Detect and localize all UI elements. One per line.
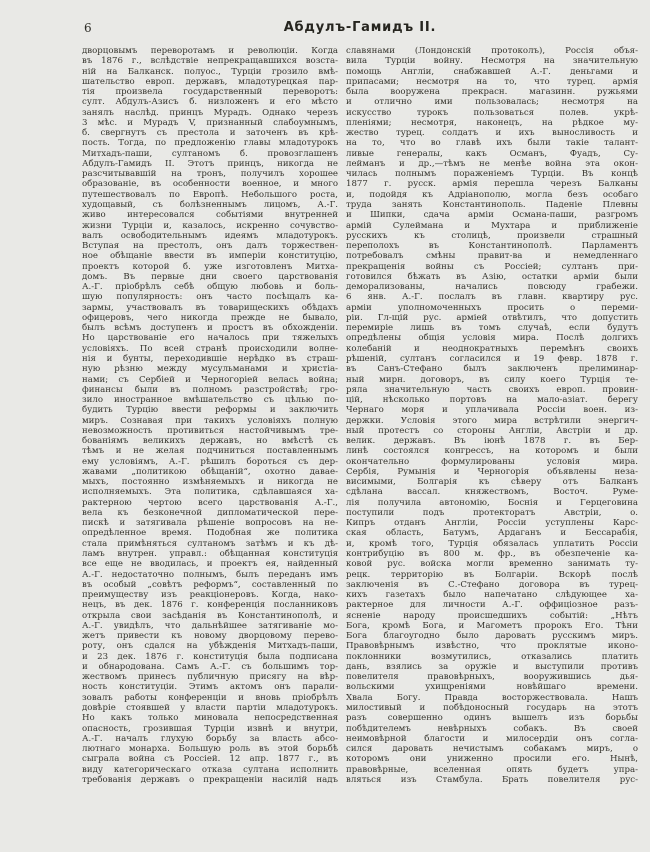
- text-line: А.-Г. пріобрѣлъ себѣ общую любовь и боль-: [82, 282, 338, 293]
- text-line: деморализованы, начались повсюду грабежи.: [346, 282, 638, 293]
- text-line: домъ. Въ первые дни своего царствованія: [82, 271, 338, 282]
- text-line: труда занять Константинополь. Паденіе Плевны: [346, 199, 638, 210]
- text-line: жетъ привести къ новому дворцовому перево-: [82, 631, 338, 642]
- text-line: арміи уполномоченныхъ просить о переми-: [346, 302, 638, 313]
- text-line: образованіе, въ особенности военное, и много: [82, 179, 338, 190]
- text-line: валъ освободительнымъ идеямъ младотурокъ.: [82, 230, 338, 241]
- text-line: ряла значительную часть своихъ европ. провин-: [346, 384, 638, 395]
- text-line: рактерною чертою всего царствованія А.-Г.,: [82, 497, 338, 508]
- text-line: сдѣлана вассал. княжествомъ, Восточ. Руме-: [346, 487, 638, 498]
- text-line: припасами; несмотря на то, что турец. армія: [346, 76, 638, 87]
- text-line: тѣмъ и не желая подчиниться поставленнымъ: [82, 446, 338, 457]
- text-line: шательство европ. державъ, младотурецкая пар-: [82, 76, 338, 87]
- text-line: открыла свои засѣданія въ Константинополѣ, и: [82, 610, 338, 621]
- text-line: б. свергнутъ съ престола и заточенъ въ крѣ-: [82, 128, 338, 139]
- text-line: зармы, участвовалъ въ товарищескихъ обѣдахъ: [82, 302, 338, 313]
- text-line: сыграла война съ Россіей. 12 апр. 1877 г., въ: [82, 754, 338, 765]
- text-line: перемиріе лишь въ томъ случаѣ, если будутъ: [346, 323, 638, 334]
- text-line: исполняемыхъ. Эта политика, сдѣлавшаяся ха-: [82, 487, 338, 498]
- text-line: Кипръ отданъ Англіи, Россіи уступлены Карс-: [346, 518, 638, 529]
- text-line: и Шипки, сдача арміи Османа-паши, разгромъ: [346, 210, 638, 221]
- text-line: поступили подъ протекторатъ Австріи, о.: [346, 507, 638, 518]
- text-line: преимуществу изъ реакціонеровъ. Когда, нако-: [82, 590, 338, 601]
- text-line: ковой рус. войска могли временно занимать ту-: [346, 559, 638, 570]
- text-line: держки. Условія этого мира встрѣтили энергич-: [346, 415, 638, 426]
- text-line: была вооружена прекрасн. магазинн. ружьями: [346, 87, 638, 98]
- text-line: рактерное для личности А.-Г. оффиціозное разъ-: [346, 600, 638, 611]
- text-line: ный протестъ со стороны Англіи, Австріи и др.: [346, 425, 638, 436]
- text-line: и, подойдя къ Адріанополю, могла безъ особаго: [346, 189, 638, 200]
- text-line: ріи. Гл-щій рус. арміей отвѣтилъ, что допустить: [346, 312, 638, 323]
- text-line: ливые генералы, какъ Османъ, Фуадъ, Су-: [346, 148, 638, 159]
- text-line: 3 мѣс. и Мурадъ V, признанный слабоумнымъ,: [82, 117, 338, 128]
- text-line: неимовѣрной благости и милосердіи онъ согла-: [346, 733, 638, 744]
- text-line: жествомъ принесъ публичную присягу на вѣр-: [82, 672, 338, 683]
- text-line: Хвала Богу. Правда восторжествовала. Нашъ: [346, 692, 638, 703]
- text-line: ный мирн. договоръ, въ силу коего Турція те-: [346, 374, 638, 385]
- text-line: Митхадъ-паши, султаномъ б. провозглашенъ: [82, 148, 338, 159]
- text-line: сился даровать нечистымъ собакамъ миръ, о: [346, 744, 638, 755]
- text-line: помощь Англіи, снабжавшей А.-Г. деньгами и: [346, 66, 638, 77]
- text-line: чилась полнымъ пораженіемъ Турціи. Въ концѣ: [346, 169, 638, 180]
- text-line: контрибуцію въ 800 м. фр., въ обезпеченіе ка-: [346, 549, 638, 560]
- text-line: былъ всѣмъ доступенъ и простъ въ обхожденіи.: [82, 323, 338, 334]
- text-line: роту, онъ сдался на убѣжденія Митхадъ-паши,: [82, 641, 338, 652]
- text-line: путешествовалъ по Европѣ. Небольшого роста,: [82, 189, 338, 200]
- text-line: проектъ которой б. уже изготовленъ Митха-: [82, 261, 338, 272]
- text-line: линѣ состоялся конгрессъ, на которомъ и были: [346, 446, 638, 457]
- text-line: виду категорическаго отказа султана исполнить: [82, 764, 338, 775]
- text-line: переполохъ въ Константинополѣ. Парламентъ: [346, 241, 638, 252]
- text-line: бованіямъ великихъ державъ, но вмѣстѣ съ: [82, 436, 338, 447]
- text-line: 1877 г. русск. армія перешла черезъ Балканы: [346, 179, 638, 190]
- text-line: живо интересовался событіями внутренней: [82, 210, 338, 221]
- text-line: Вступая на престолъ, онъ далъ торжествен-: [82, 241, 338, 252]
- text-line: милостивый и побѣдоносный государь на этотъ: [346, 703, 638, 713]
- text-line: рѣшеній, султанъ согласился и 19 февр. 1878 г.: [346, 353, 638, 364]
- text-line: русскихъ къ столицѣ, произвели страшный: [346, 230, 638, 241]
- text-line: мыхъ, постоянно измѣняемыхъ и никогда не: [82, 477, 338, 488]
- text-line: разсчитывавшій на тронъ, получилъ хорошее: [82, 169, 338, 180]
- text-line: Правовѣрнымъ извѣстно, что проклятые иконо-: [346, 641, 638, 652]
- text-line: требованія державъ о прекращеніи насилій надъ: [82, 774, 338, 785]
- text-line: миръ. Сознавая при такихъ условіяхъ полную: [82, 415, 338, 426]
- text-line: готовился бѣжать въ Азію, остатки арміи были: [346, 271, 638, 282]
- text-line: рецк. территорію въ Болгаріи. Вскорѣ послѣ: [346, 569, 638, 580]
- text-line: лія получила автономію, Боснія и Герцеговина: [346, 497, 638, 508]
- text-line: худощавый, съ болѣзненнымъ лицомъ, А.-Г.: [82, 199, 338, 210]
- text-line: опредѣлены общія условія мира. Послѣ долгихъ: [346, 333, 638, 344]
- text-line: будить Турцію ввести реформы и заключить: [82, 405, 338, 416]
- text-line: и обнародована. Самъ А.-Г. съ большимъ тор-: [82, 661, 338, 672]
- text-line: побѣдителемъ невѣрныхъ собакъ. Въ своей: [346, 723, 638, 734]
- text-line: опасность, грозившая Турціи извнѣ и внутри,: [82, 723, 338, 734]
- text-line: вляться изъ Стамбула. Брать повелителя рус-: [346, 774, 638, 785]
- text-line: въ Санъ-Стефано былъ заключенъ прелиминар-: [346, 364, 638, 375]
- text-line: зило иностранное вмѣшательство съ цѣлью по-: [82, 395, 338, 406]
- running-head: [82, 20, 638, 36]
- text-line: висимыми, Болгарія къ сѣверу отъ Балканъ: [346, 477, 638, 488]
- text-line: и 23 дек. 1876 г. конституція была подписана: [82, 651, 338, 662]
- text-line: жество турец. солдатъ и ихъ выносливость и: [346, 128, 638, 139]
- text-line: вольскими ухищреніями новѣйшаго времени.: [346, 682, 638, 693]
- text-line: кихъ газетахъ было напечатано слѣдующее ха-: [346, 590, 638, 601]
- text-line: 6 янв. А.-Г. послалъ въ главн. квартиру рус.: [346, 292, 638, 303]
- text-line: поклонники возмутились, отказались платить: [346, 651, 638, 662]
- text-line: ясненіе народу происшедшихъ событій: „Нѣтъ: [346, 610, 638, 621]
- text-line: офицеровъ, чего никогда прежде не бывало,: [82, 312, 338, 323]
- text-line: велик. державъ. Въ іюнѣ 1878 г. въ Бер-: [346, 436, 638, 447]
- text-line: все еще не вводилась, и проектъ ея, найденный: [82, 559, 338, 570]
- text-line: Абдулъ-Гамидъ II. Этотъ принцъ, никогда не: [82, 158, 338, 169]
- text-line: нія и бунты, переходившіе нерѣдко въ страш-: [82, 353, 338, 364]
- text-line: пленіями; несмотря, наконецъ, на рѣдкое му-: [346, 117, 638, 128]
- text-line: въ 1876 г., вслѣдствіе непрекращавшихся возста-: [82, 56, 338, 67]
- text-line: окончательно формулированы условія мира.: [346, 456, 638, 467]
- text-line: дань, взялись за оружіе и выступили противъ: [346, 661, 638, 672]
- text-line: пость. Тогда, по предложенію главы младотурокъ: [82, 138, 338, 149]
- text-line: потребовалъ смѣны правит-ва и немедленнаго: [346, 251, 638, 262]
- text-line: повелителя правовѣрныхъ, вооружившись дья-: [346, 672, 638, 683]
- text-line: шую популярность: онъ часто посѣщалъ ка-: [82, 292, 338, 303]
- text-line: пискѣ и затягивала рѣшеніе вопросовъ на не-: [82, 518, 338, 529]
- text-line: жизни Турціи и, казалось, искренно сочувство-: [82, 220, 338, 231]
- text-line: колебаній и неоднократныхъ перемѣнъ своихъ: [346, 343, 638, 354]
- text-line: правовѣрные, вселенная опять будетъ упра-: [346, 764, 638, 775]
- text-line: прекращенія войны съ Россіей; султанъ при-: [346, 261, 638, 272]
- text-line: ламъ внутрен. управл.: обѣщанная конституція: [82, 549, 338, 560]
- text-line: А.-Г. увидѣлъ, что дальнѣйшее затягиваніе мо-: [82, 620, 338, 631]
- text-line: занялъ наслѣд. принцъ Мурадъ. Однако черезъ: [82, 107, 338, 118]
- text-line: Сербія, Румынія и Черногорія объявлены неза-: [346, 466, 638, 477]
- text-line: ную рѣзню между мусульманами и христіа-: [82, 364, 338, 375]
- text-line: лейманъ и др.,—тѣмъ не менѣе война эта окон-: [346, 158, 638, 169]
- text-line: армій Сулеймана и Мухтара и приближеніе: [346, 220, 638, 231]
- text-line: вела къ безконечной дипломатической пере-: [82, 507, 338, 518]
- text-line: Бога, кромѣ Бога, и Магометъ пророкъ Его. Тѣни: [346, 620, 638, 631]
- text-line: султ. Абдулъ-Азисъ б. низложенъ и его мѣсто: [82, 97, 338, 108]
- text-line: лютнаго монарха. Большую роль въ этой борьбѣ: [82, 744, 338, 755]
- text-line: финансы были въ полномъ разстройствѣ; гро-: [82, 384, 338, 395]
- text-line: цій, нѣсколько портовъ на мало-азіат. берегу: [346, 395, 638, 406]
- text-line: ему условіямъ, А.-Г. рѣшилъ бороться съ дер-: [82, 456, 338, 467]
- text-line: жавами „политикою обѣщаній“, охотно давае-: [82, 466, 338, 477]
- text-line: ская область, Батумъ, Ардаганъ и Бессарабія,: [346, 528, 638, 539]
- text-line: А.-Г. недостаточно полнымъ, былъ переданъ имъ: [82, 569, 338, 580]
- text-line: довѣріе стоявшей у власти партіи младотурокъ.: [82, 703, 338, 713]
- text-line: заключенія въ С.-Стефано договора въ турец-: [346, 579, 638, 590]
- text-line: тія произвела государственный переворотъ:: [82, 87, 338, 98]
- text-line: дворцовымъ переворотамъ и революціи. Когда: [82, 46, 338, 56]
- text-line: на то, что во главѣ ихъ были такіе талант-: [346, 138, 638, 149]
- text-line: стала примѣняться султаномъ затѣмъ и къ дѣ-: [82, 538, 338, 549]
- text-line: Но царствованіе его началось при тяжелыхъ: [82, 333, 338, 344]
- text-line: и, кромѣ того, Турція обязалась уплатить Россіи: [346, 538, 638, 549]
- text-line: въ особый „совѣтъ реформъ“, составленный по: [82, 579, 338, 590]
- text-line: искусство турокъ пользоваться полев. укрѣ-: [346, 107, 638, 118]
- text-line: ность конституціи. Этимъ актомъ онъ парали-: [82, 682, 338, 693]
- text-line: вила Турціи войну. Несмотря на значительную: [346, 56, 638, 67]
- text-line: А.-Г. началъ глухую борьбу за власть абсо-: [82, 733, 338, 744]
- text-line: опредѣленное время. Подобная же политика: [82, 528, 338, 539]
- text-line: разъ совершенно одинъ вышелъ изъ борьбы: [346, 713, 638, 724]
- text-line: Но какъ только миновала непосредственная: [82, 713, 338, 724]
- text-line: Бога благоугодно было даровать русскимъ миръ.: [346, 631, 638, 642]
- text-line: ній на Балканск. полуос., Турціи грозило вмѣ-: [82, 66, 338, 77]
- page-title: Абдулъ-Гамидъ II.: [283, 20, 437, 35]
- text-line: зовалъ работы конференціи и вновь пріобрѣлъ: [82, 692, 338, 703]
- text-line: ное обѣщаніе ввести въ имперіи конституцію,: [82, 251, 338, 262]
- text-line: славянами (Лондонскій протоколъ), Россія объя-: [346, 46, 638, 56]
- text-line: условіяхъ. По всей странѣ происходили волне-: [82, 343, 338, 354]
- text-line: невозможность противиться настойчивымъ тре-: [82, 425, 338, 436]
- text-line: нами; съ Сербіей и Черногоріей велась война;: [82, 374, 338, 385]
- text-column-left: [82, 46, 338, 785]
- text-column-right: [346, 46, 638, 785]
- page-number: 6: [84, 21, 92, 35]
- text-line: нецъ, въ дек. 1876 г. конференція посланниковъ: [82, 600, 338, 611]
- text-line: и отлично ими пользовалась; несмотря на: [346, 97, 638, 108]
- text-line: Чернаго моря и уплачивала Россіи воен. из-: [346, 405, 638, 416]
- text-line: которомъ они униженно просили его. Нынѣ,: [346, 754, 638, 765]
